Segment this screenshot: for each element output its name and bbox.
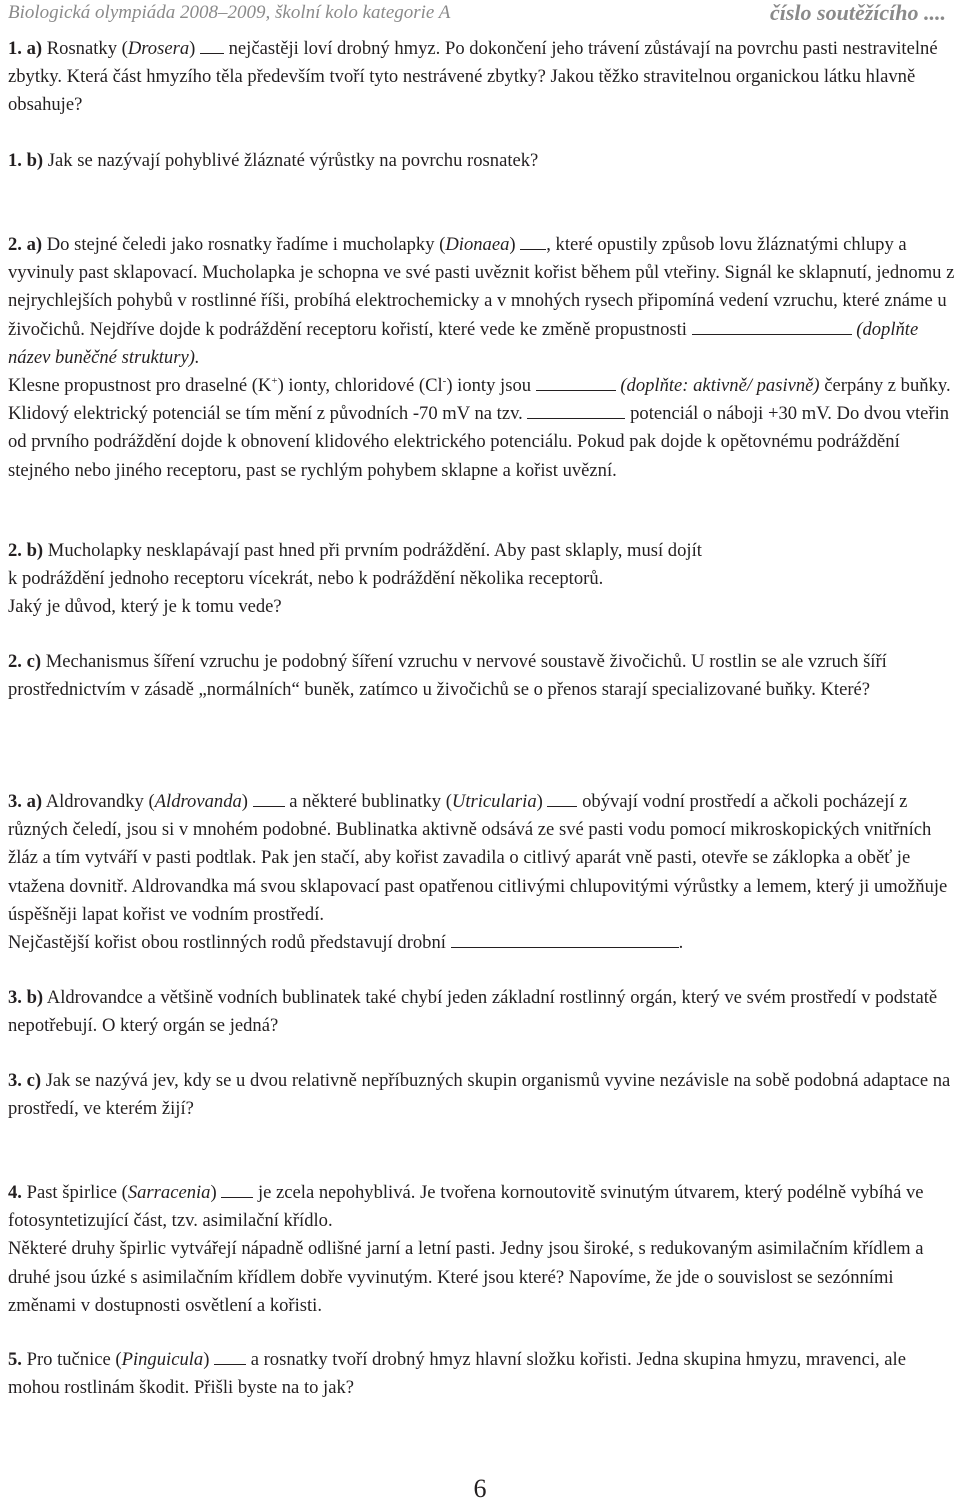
question-text: Aldrovandky ( bbox=[42, 791, 155, 812]
question-number: 2. b) bbox=[8, 540, 44, 561]
question-text: . bbox=[678, 932, 684, 954]
question-text: je zcela nepohyblivá. Je tvořena kornoutovitě svinutým útvarem, který podélně vybíhá ve fotosyntetizující část, tzv. asimilační křídlo. bbox=[8, 1182, 924, 1232]
question-text: Do stejné čeledi jako rosnatky řadíme i mucholapky ( bbox=[42, 234, 446, 255]
instruction-hint: (doplňte název buněčné struktury). bbox=[8, 318, 919, 368]
question-text: Mechanismus šíření vzruchu je podobný šíření vzruchu v nervové soustavě živočichů. U rostlin se ale vzruch šíří prostřednictvím v zásadě „normálních“ buněk, zatímco u živočichů se o přenos starají specializované buňky. Které? bbox=[8, 651, 887, 701]
question-3a bbox=[8, 788, 956, 957]
question-text: Rosnatky ( bbox=[42, 38, 128, 59]
question-text: nejčastěji loví drobný hmyz. Po dokončení jeho trávení zůstávají na povrchu pasti nestravitelné zbytky. Která část hmyzího těla především tvoří tyto nestrávené zbytky? Jakou těžko stravitelnou organickou látku hlavně obsahuje? bbox=[8, 38, 938, 116]
page-number: 6 bbox=[473, 1474, 487, 1503]
answer-blank[interactable] bbox=[451, 931, 679, 948]
header-contestant-number: číslo soutěžícího .... bbox=[769, 0, 946, 25]
question-text: Nejčastější kořist obou rostlinných rodů představují drobní bbox=[8, 932, 451, 954]
question-text: ) bbox=[509, 234, 521, 255]
genus-name: Pinguicula bbox=[121, 1349, 204, 1370]
genus-name: Drosera bbox=[127, 38, 190, 59]
genus-name: Dionaea bbox=[445, 234, 510, 255]
question-text: Mucholapky nesklapávají past hned při prvním podráždění. Aby past sklaply, musí dojít bbox=[43, 540, 702, 561]
question-4 bbox=[8, 1179, 956, 1320]
question-text: obývají vodní prostředí a ačkoli pocházejí z různých čeledí, jsou si v mnohém podobné. Bublinatka aktivně odsává ze své pasti vodu pomocí mikroskopických vnitřních žláz a tím vytváří v pasti podtlak. Pak jen stačí, aby kořist zavadila o citlivý aparát vně pasti, otevře se záklopka a oběť je vtažena dovnitř. Aldrovandka má svou sklapovací past opatřenou citlivými chlupovitými výrůstky a lemem, který ji umožňuje úspěšněji lapat kořist ve vodním prostředí. bbox=[8, 791, 948, 925]
question-text: , které opustily způsob lovu žláznatými chlupy a vyvinuly past sklapovací. Mucholapka je schopna ve své pasti uvěznit kořist během půl vteřiny. Signál ke sklapnutí, jednomu z nejrychlejších pohybů v rostlinné říši, probíhá elektrochemicky a v mnohých rysech připomíná vedení vzruchu, které známe u živočichů. Nejdříve dojde k podráždění receptoru kořistí, které vede ke změně propustnosti bbox=[8, 234, 955, 340]
question-text: ) ionty, chloridové (Cl bbox=[277, 375, 443, 397]
answer-blank[interactable] bbox=[214, 1348, 246, 1365]
question-text: čerpány z buňky. Klidový elektrický potenciál se tím mění z původních -70 mV na tzv. bbox=[8, 375, 951, 425]
instruction-hint: (doplňte: aktivně/ pasivně) bbox=[615, 375, 820, 397]
question-text: Jak se nazývá jev, kdy se u dvou relativně nepříbuzných skupin organismů vyvine nezávisle na sobě podobná adaptace na prostředí, ve kterém žijí? bbox=[8, 1070, 951, 1120]
superscript: - bbox=[442, 375, 447, 388]
answer-blank[interactable] bbox=[200, 37, 224, 54]
genus-name: Sarracenia bbox=[127, 1182, 211, 1203]
answer-blank[interactable] bbox=[692, 318, 852, 335]
question-number: 4. bbox=[8, 1182, 22, 1203]
question-text: Jak se nazývají pohyblivé žláznaté výrůstky na povrchu rosnatek? bbox=[43, 150, 539, 171]
question-text: Některé druhy špirlic vytvářejí nápadně odlišné jarní a letní pasti. Jedny jsou široké, s redukovaným asimilačním křídlem a druhé jsou úzké s asimilačním křídlem dobře vyvinutým. Které jsou které? Napovíme, že jde o souvislost se sezónními změnami v dostupnosti osvětlení a kořisti. bbox=[8, 1238, 924, 1316]
question-text: ) bbox=[536, 791, 548, 812]
answer-blank[interactable] bbox=[536, 374, 616, 391]
genus-name: Utricularia bbox=[451, 791, 537, 812]
question-text: Past špirlice ( bbox=[21, 1182, 128, 1203]
question-text: Aldrovandce a většině vodních bublinatek také chybí jeden základní rostlinný orgán, který ve svém prostředí v podstatě nepotřebují. O který orgán se jedná? bbox=[8, 987, 938, 1037]
answer-blank[interactable] bbox=[547, 790, 577, 807]
question-text: potenciál o náboji +30 mV. Do dvou vteřin od prvního podráždění dojde k obnovení klidového elektrického potenciálu. Pokud pak dojde k opětovnému podráždění stejného nebo jiného receptoru, past se rychlým pohybem sklapne a kořist uvězní. bbox=[8, 403, 950, 481]
header-competition-title: Biologická olympiáda 2008–2009, školní kolo kategorie A bbox=[8, 2, 451, 23]
question-text: a některé bublinatky ( bbox=[284, 791, 452, 812]
question-number: 5. bbox=[8, 1349, 22, 1370]
question-text: ) bbox=[203, 1349, 215, 1370]
question-number: 3. b) bbox=[8, 987, 44, 1008]
question-number: 2. a) bbox=[8, 234, 43, 255]
question-text: ) ionty jsou bbox=[446, 375, 536, 397]
question-text: ) bbox=[241, 791, 253, 812]
question-text: Jaký je důvod, který je k tomu vede? bbox=[8, 596, 282, 618]
question-number: 2. c) bbox=[8, 651, 42, 672]
question-1b bbox=[8, 147, 956, 175]
genus-name: Aldrovanda bbox=[154, 791, 242, 812]
question-text: k podráždění jednoho receptoru vícekrát, nebo k podráždění několika receptorů. bbox=[8, 568, 604, 590]
question-text: a rosnatky tvoří drobný hmyz hlavní složku kořisti. Jedna skupina hmyzu, mravenci, ale mohou rostlinám škodit. Přišli byste na to jak? bbox=[8, 1349, 906, 1399]
question-2c bbox=[8, 648, 956, 704]
question-number: 1. b) bbox=[8, 150, 44, 171]
question-text: Klesne propustnost pro draselné (K bbox=[8, 375, 272, 397]
question-2a bbox=[8, 231, 956, 485]
answer-blank[interactable] bbox=[520, 233, 546, 250]
question-number: 3. a) bbox=[8, 791, 43, 812]
question-3b bbox=[8, 984, 956, 1040]
answer-blank[interactable] bbox=[527, 402, 625, 419]
superscript: + bbox=[271, 375, 278, 388]
question-5 bbox=[8, 1346, 956, 1402]
question-number: 1. a) bbox=[8, 38, 43, 59]
question-text: ) bbox=[210, 1182, 222, 1203]
question-2b bbox=[8, 537, 956, 622]
question-3c bbox=[8, 1067, 956, 1123]
question-text: Pro tučnice ( bbox=[21, 1349, 122, 1370]
question-text: ) bbox=[189, 38, 200, 59]
answer-blank[interactable] bbox=[221, 1181, 253, 1198]
answer-blank[interactable] bbox=[253, 790, 285, 807]
question-1a bbox=[8, 35, 956, 120]
question-number: 3. c) bbox=[8, 1070, 42, 1091]
